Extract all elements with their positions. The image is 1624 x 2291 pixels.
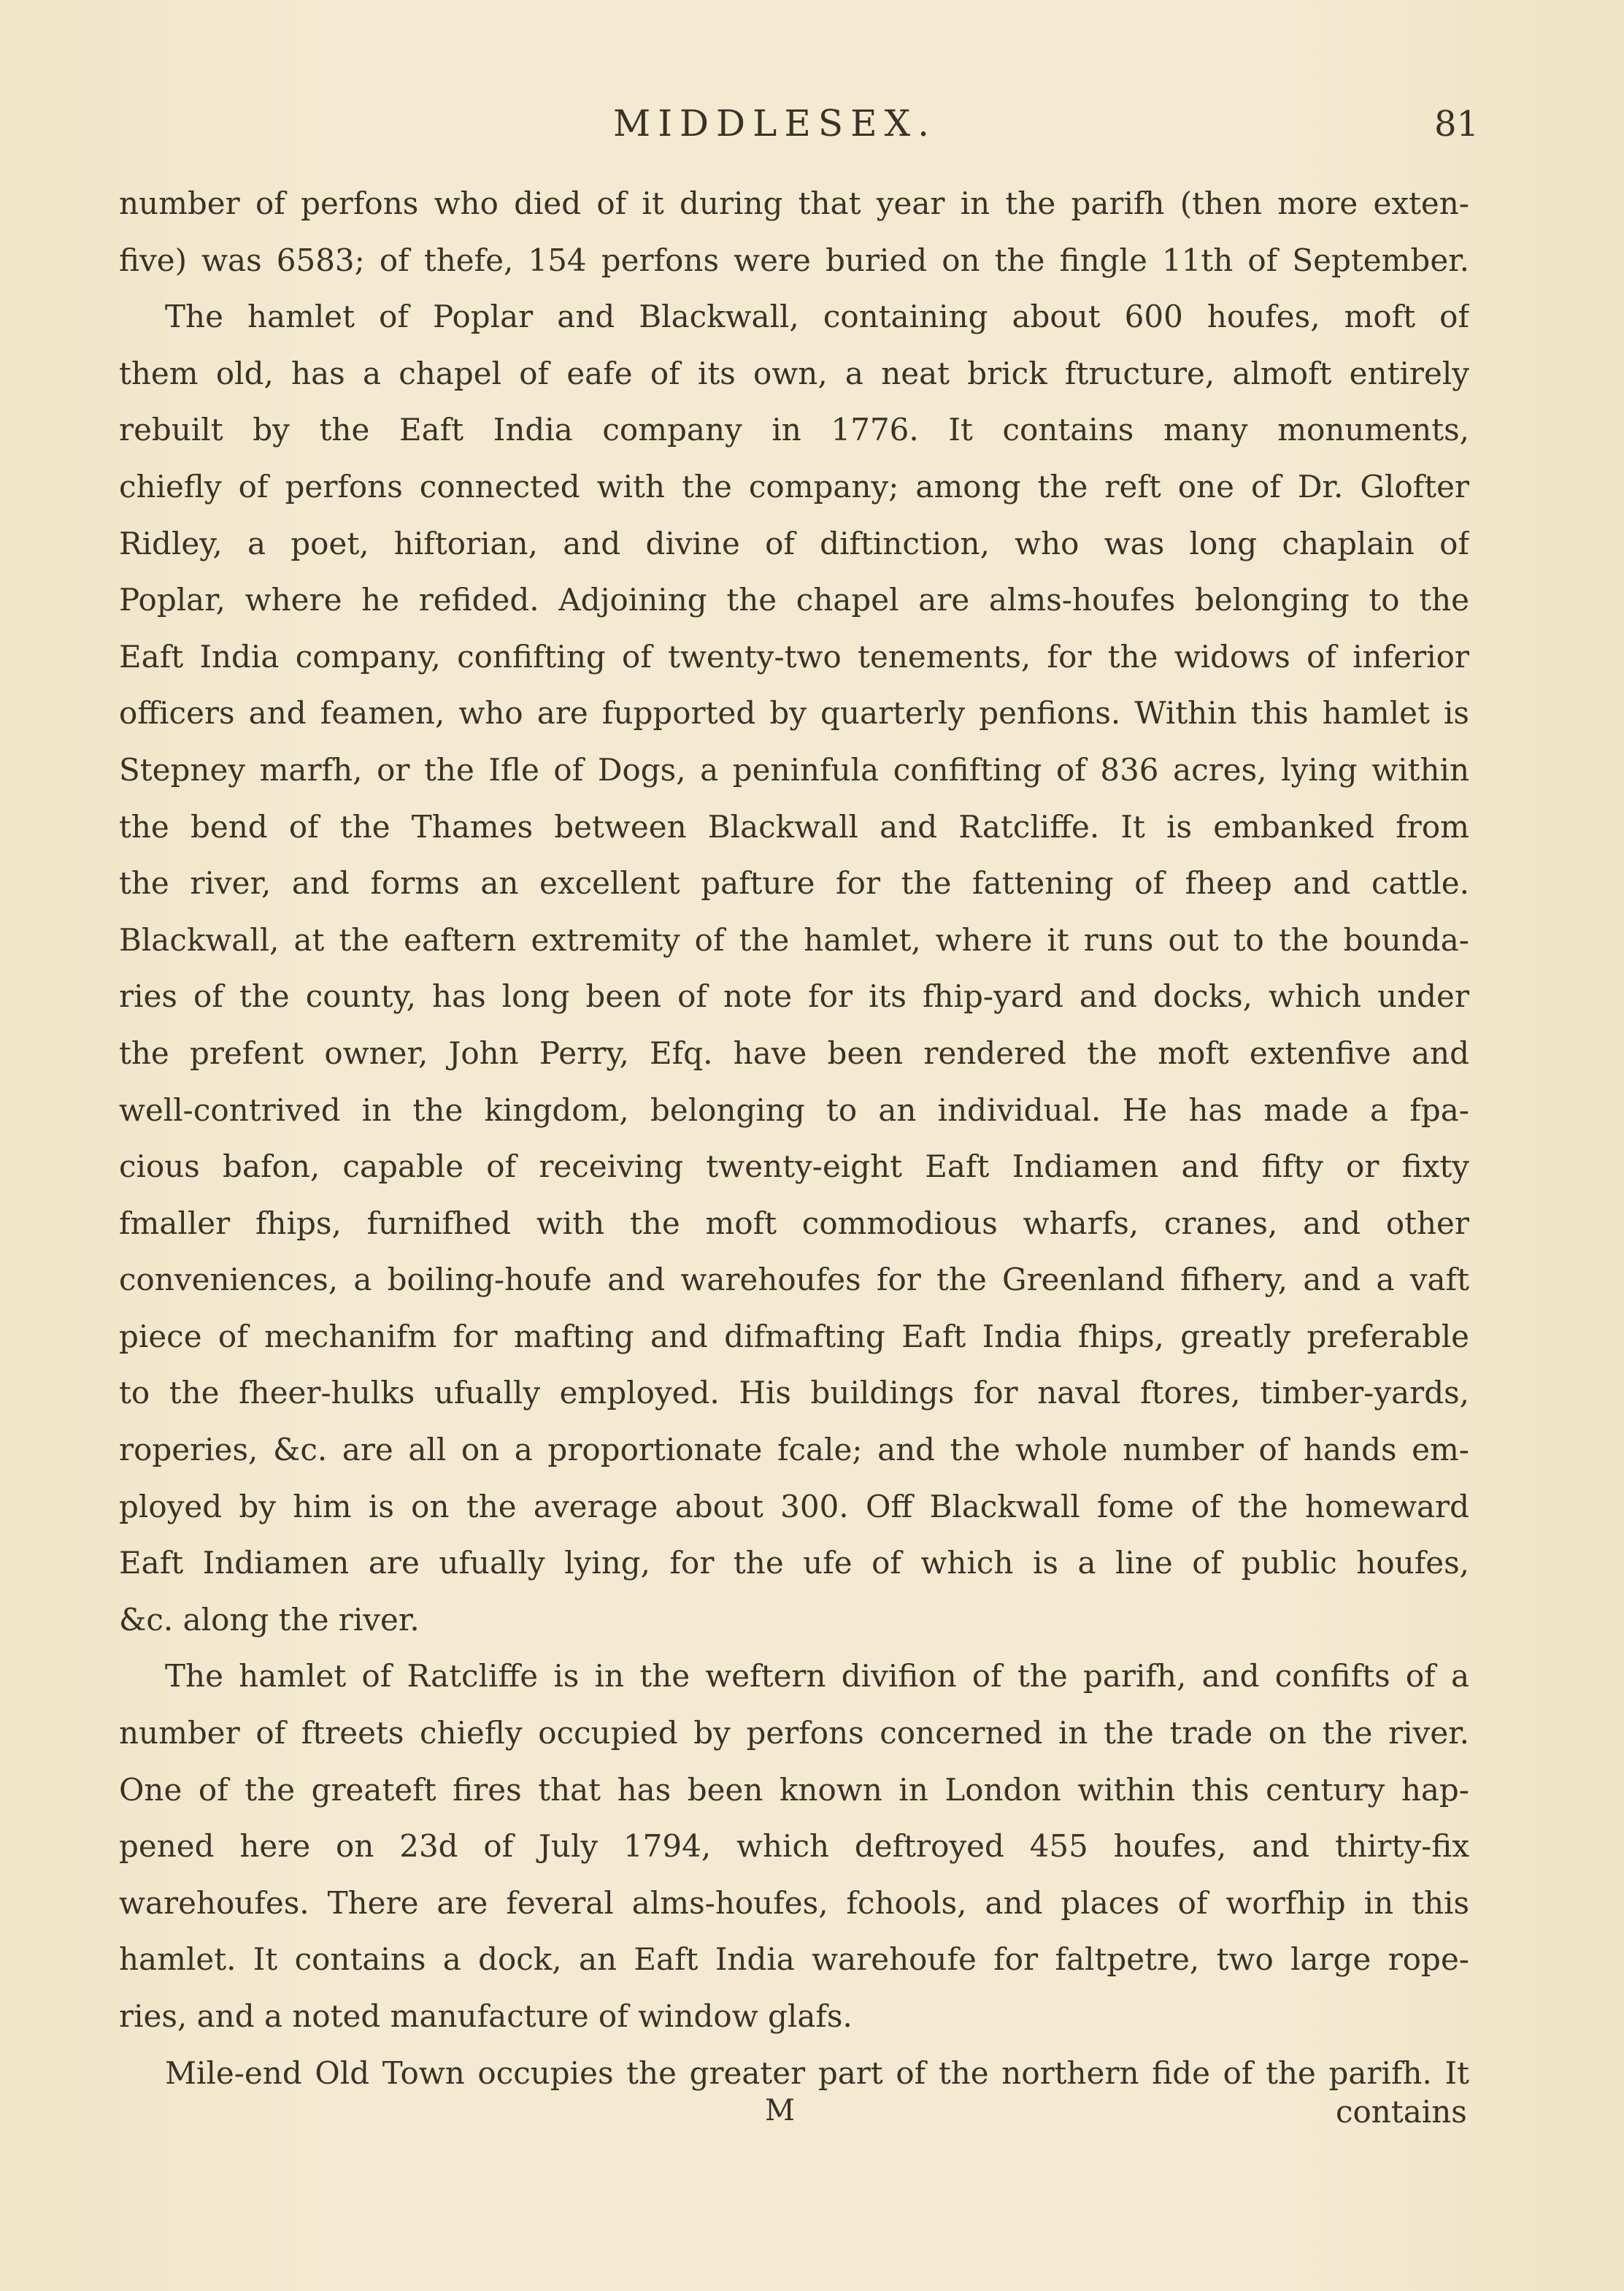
text-line: piece of mechanifm for mafting and difmafting Eaft India fhips, greatly preferable [119,1318,1469,1354]
text-line: warehoufes. There are feveral alms-houfes, fchools, and places of worfhip in this [119,1884,1469,1921]
text-line: Eaft India company, confifting of twenty-two tenements, for the widows of inferior [119,638,1469,675]
text-line: Ridley, a poet, hiftorian, and divine of diftinction, who was long chaplain of [119,525,1469,561]
text-line: the prefent owner, John Perry, Efq. have been rendered the moft extenfive and [119,1035,1469,1071]
text-line: Eaft Indiamen are ufually lying, for the ufe of which is a line of public houfes, [119,1545,1469,1581]
text-line: Poplar, where he refided. Adjoining the chapel are alms-houfes belonging to the [119,582,1469,618]
paragraph-end-line: &c. along the river. [119,1601,420,1638]
paragraph-start-line: The hamlet of Ratcliffe is in the weftern divifion of the parifh, and confifts of a [165,1658,1469,1695]
text-line: pened here on 23d of July 1794, which deftroyed 455 houfes, and thirty-fix [119,1828,1469,1865]
running-head: MIDDLESEX. [613,102,937,145]
text-line: Stepney marfh, or the Ifle of Dogs, a peninfula confifting of 836 acres, lying within [119,751,1469,788]
paragraph-start-line: Mile-end Old Town occupies the greater part of the northern fide of the parifh. It [165,2054,1469,2091]
page-footer [0,2094,1624,2138]
text-line: to the fheer-hulks ufually employed. His buildings for naval ftores, timber-yards, [119,1375,1469,1411]
page-number: 81 [1434,104,1479,145]
text-line: number of perfons who died of it during that year in the parifh (then more exten- [119,185,1469,221]
text-line: conveniences, a boiling-houfe and warehoufes for the Greenland fifhery, and a vaft [119,1262,1469,1298]
text-line: number of ftreets chiefly occupied by perfons concerned in the trade on the river. [119,1715,1469,1751]
text-line: cious bafon, capable of receiving twenty-eight Eaft Indiamen and fifty or fixty [119,1148,1469,1185]
text-line: Blackwall, at the eaftern extremity of the hamlet, where it runs out to the bounda- [119,921,1469,958]
text-line: hamlet. It contains a dock, an Eaft India warehoufe for faltpetre, two large rope- [119,1941,1469,1978]
text-line: the bend of the Thames between Blackwall and Ratcliffe. It is embanked from [119,808,1469,845]
text-line: five) was 6583; of thefe, 154 perfons were buried on the fingle 11th of September. [119,242,1469,278]
text-line: fmaller fhips, furnifhed with the moft commodious wharfs, cranes, and other [119,1205,1469,1241]
catchword: contains [1336,2094,1467,2130]
paragraph-start-line: The hamlet of Poplar and Blackwall, containing about 600 houfes, moft of [165,299,1469,335]
text-line: ployed by him is on the average about 300. Off Blackwall fome of the homeward [119,1488,1469,1524]
paragraph-end-line: ries, and a noted manufacture of window glafs. [119,1998,853,2034]
page-header [0,102,1624,153]
text-line: One of the greateft fires that has been known in London within this century hap- [119,1771,1469,1808]
text-line: rebuilt by the Eaft India company in 1776. It contains many monuments, [119,412,1469,448]
text-line: chiefly of perfons connected with the company; among the reft one of Dr. Glofter [119,468,1469,504]
text-line: the river, and forms an excellent pafture for the fattening of fheep and cattle. [119,865,1469,902]
text-line: them old, has a chapel of eafe of its own, a neat brick ftructure, almoft entirely [119,355,1469,391]
text-line: well-contrived in the kingdom, belonging to an individual. He has made a fpa- [119,1091,1469,1128]
signature-mark: M [765,2094,796,2127]
text-line: ries of the county, has long been of note for its fhip-yard and docks, which under [119,978,1469,1015]
text-line: officers and feamen, who are fupported by quarterly penfions. Within this hamlet is [119,695,1469,732]
body-text [119,175,1469,2101]
text-line: roperies, &c. are all on a proportionate fcale; and the whole number of hands em- [119,1432,1469,1468]
